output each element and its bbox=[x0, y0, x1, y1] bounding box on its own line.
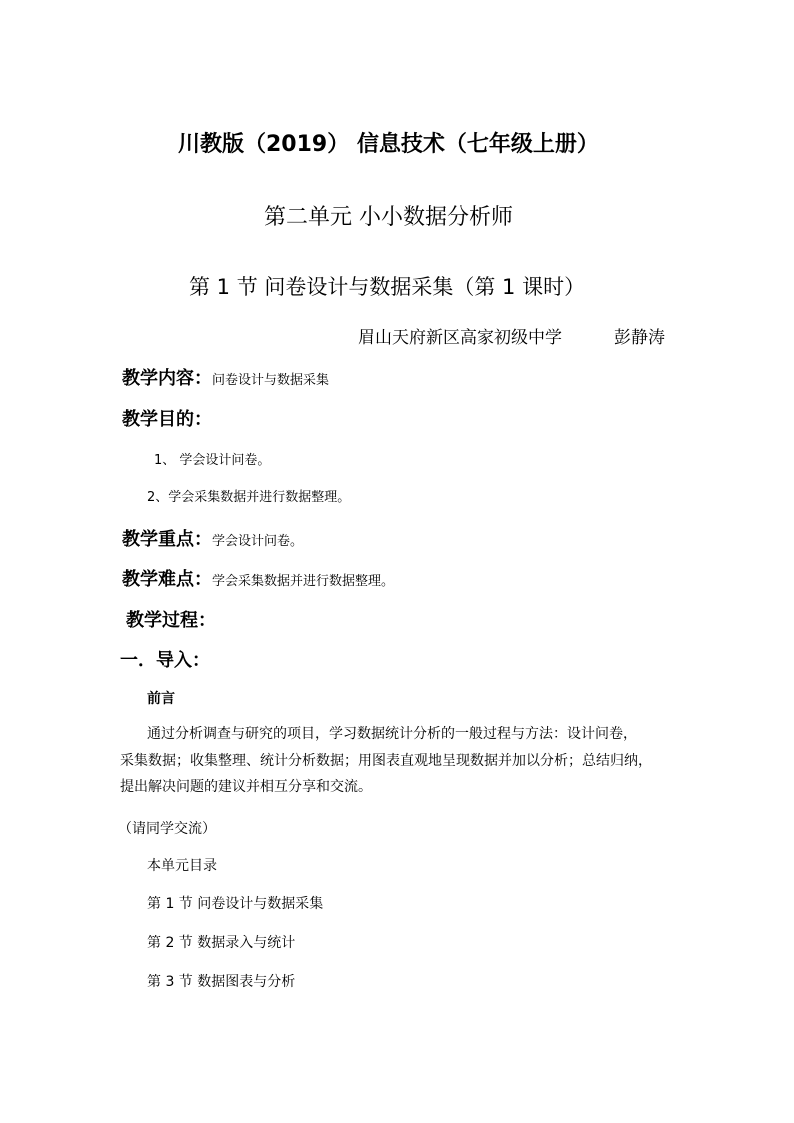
teacher-name: 彭静涛 bbox=[614, 328, 665, 348]
difficulty-value: 学会采集数据并进行数据整理。 bbox=[212, 574, 395, 589]
preface-title: 前言 bbox=[147, 691, 175, 707]
goal-item-1: 1、 学会设计问卷。 bbox=[154, 453, 271, 468]
teaching-goals-label: 教学目的： bbox=[122, 409, 212, 430]
teaching-content-value: 问卷设计与数据采集 bbox=[212, 373, 330, 388]
goal-item-2: 2、学会采集数据并进行数据整理。 bbox=[147, 490, 351, 505]
unit-title: 第二单元 小小数据分析师 bbox=[264, 205, 513, 230]
teaching-content-label: 教学内容： bbox=[122, 368, 212, 389]
key-point-value: 学会设计问卷。 bbox=[212, 534, 304, 549]
toc-item-2: 第 2 节 数据录入与统计 bbox=[147, 935, 296, 951]
key-point-label: 教学重点： bbox=[122, 529, 212, 550]
school-name: 眉山天府新区高家初级中学 bbox=[358, 328, 562, 348]
toc-item-1: 第 1 节 问卷设计与数据采集 bbox=[147, 896, 324, 912]
document-title: 川教版（2019） 信息技术（七年级上册） bbox=[178, 132, 599, 157]
toc-title: 本单元目录 bbox=[147, 858, 217, 874]
teaching-content bbox=[122, 364, 329, 390]
difficulty-label: 教学难点： bbox=[122, 569, 212, 590]
preface-line-1: 通过分析调查与研究的项目，学习数据统计分析的一般过程与方法：设计问卷， bbox=[147, 726, 637, 742]
preface-line-2: 采集数据；收集整理、统计分析数据；用图表直观地呈现数据并加以分析；总结归纳， bbox=[120, 753, 652, 769]
teaching-process-label: 教学过程： bbox=[126, 610, 216, 631]
preface-line-3: 提出解决问题的建议并相互分享和交流。 bbox=[120, 779, 372, 795]
lesson-title: 第 1 节 问卷设计与数据采集（第 1 课时） bbox=[189, 275, 586, 299]
key-point bbox=[122, 525, 303, 551]
exchange-note: （请同学交流） bbox=[118, 821, 216, 837]
difficulty bbox=[122, 565, 394, 591]
section-intro-heading: 一．导入： bbox=[120, 650, 210, 671]
toc-item-3: 第 3 节 数据图表与分析 bbox=[147, 974, 296, 990]
